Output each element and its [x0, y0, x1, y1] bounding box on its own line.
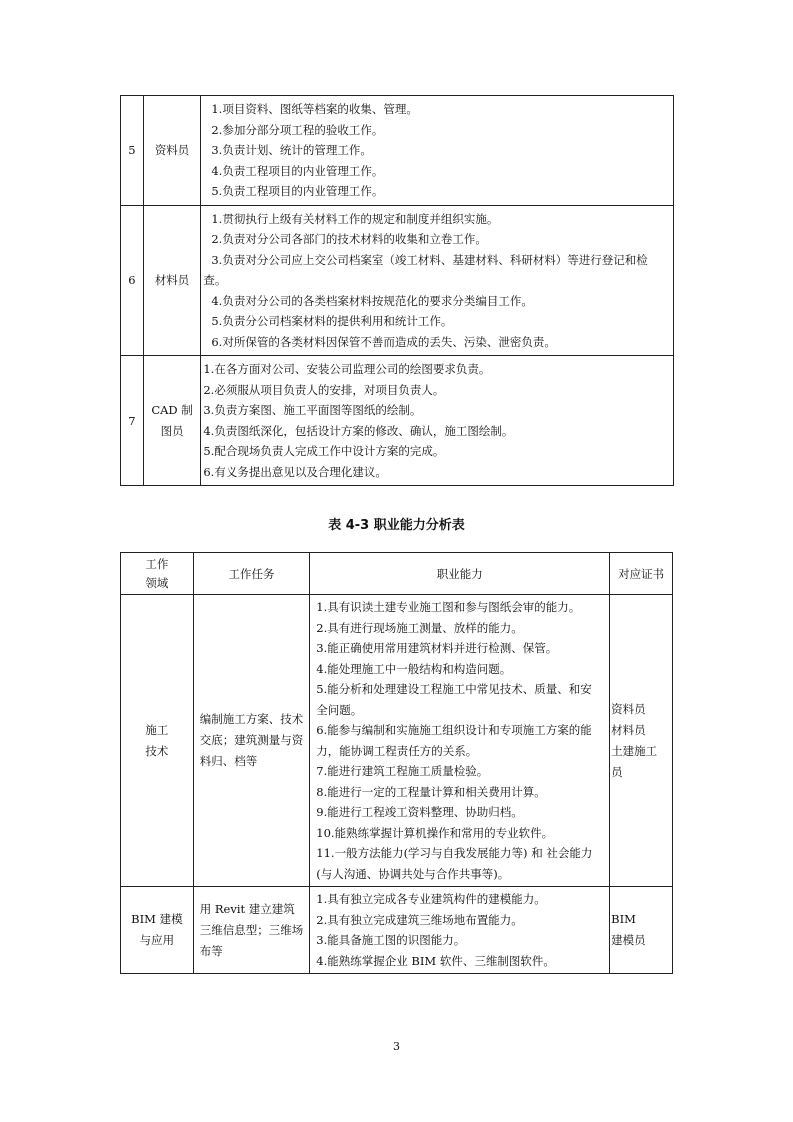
ability-table: [120, 552, 673, 974]
page-number: 3: [393, 1040, 400, 1053]
ability-item: 5.能分析和处理建设工程施工中常见技术、质量、和安: [316, 682, 592, 696]
work-area-line: 与应用: [139, 933, 175, 947]
duty-item: 4.负责图纸深化，包括设计方案的修改、确认，施工图绘制。: [203, 423, 514, 438]
duty-item: 5.负责工程项目的内业管理工作。: [211, 184, 384, 198]
work-task: [193, 595, 310, 887]
work-area-line: BIM 建模: [131, 912, 183, 926]
ability-item: 7.能进行建筑工程施工质量检验。: [316, 764, 489, 778]
duty-list: [201, 356, 674, 486]
work-area-line: 技术: [145, 743, 169, 758]
ability-item: 1.具有识读土建专业施工图和参与图纸会审的能力。: [316, 600, 581, 614]
certificate-line: BIM: [611, 912, 636, 926]
duty-item: 4.负责工程项目的内业管理工作。: [211, 163, 384, 178]
role-name-line: 图员: [160, 423, 184, 438]
certificate: [610, 595, 673, 887]
table-row: [121, 887, 673, 974]
ability-item: 全问题。: [316, 702, 363, 717]
duty-item: 1.在各方面对公司、安装公司监理公司的绘图要求负责。: [203, 362, 491, 376]
task-line: 料归、档等: [199, 754, 258, 768]
header-ability: 职业能力: [310, 553, 610, 595]
ability-item: 1.具有独立完成各专业建筑构件的建模能力。: [316, 892, 546, 906]
certificate-line: 员: [611, 764, 623, 779]
table-caption: 表 4-3 职业能力分析表: [328, 518, 465, 533]
duty-item: 2.负责对分公司各部门的技术材料的收集和立卷工作。: [211, 232, 487, 246]
duty-item: 2.必须服从项目负责人的安排，对项目负责人。: [203, 382, 445, 397]
work-area-line: 施工: [145, 722, 169, 737]
row-number: 5: [121, 96, 144, 206]
duty-item: 5.负责分公司档案材料的提供利用和统计工作。: [211, 314, 453, 328]
task-line: 用 Revit 建立建筑: [199, 901, 295, 916]
header-line: 领域: [145, 575, 169, 590]
row-number: 6: [121, 205, 144, 356]
ability-item: 2.具有进行现场施工测量、放样的能力。: [316, 620, 523, 635]
duty-item: 查。: [203, 273, 227, 287]
row-number: 7: [121, 356, 144, 486]
ability-item: 4.能处理施工中一般结构和构造问题。: [316, 661, 512, 676]
duty-item: 3.负责方案图、施工平面图等图纸的绘制。: [203, 403, 422, 417]
task-line: 交底；建筑测量与资: [199, 733, 304, 747]
work-area: [121, 887, 194, 974]
ability-item: 11.一般方法能力(学习与自我发展能力等) 和 社会能力: [316, 846, 593, 860]
ability-item: 8.能进行一定的工程量计算和相关费用计算。: [316, 784, 546, 799]
ability-item: 10.能熟练掌握计算机操作和常用的专业软件。: [316, 825, 554, 840]
certificate-line: 材料员: [611, 722, 646, 737]
header-certificate: 对应证书: [610, 553, 673, 595]
ability-item: 3.能正确使用常用建筑材料并进行检测、保管。: [316, 641, 558, 655]
ability-item: 4.能熟练掌握企业 BIM 软件、三维制图软件。: [316, 953, 555, 968]
role-name: [143, 356, 201, 486]
certificate-line: 土建施工: [611, 743, 658, 758]
certificate: [610, 887, 673, 974]
table-header-row: [121, 553, 673, 595]
table-row: [121, 595, 673, 887]
duty-item: 5.配合现场负责人完成工作中设计方案的完成。: [203, 444, 445, 458]
task-line: 编制施工方案、技术: [199, 712, 304, 726]
header-line: 工作: [145, 556, 169, 571]
ability-item: 9.能进行工程竣工资料整理、协助归档。: [316, 805, 523, 819]
duty-item: 1.贯彻执行上级有关材料工作的规定和制度并组织实施。: [211, 211, 499, 226]
task-line: 三维信息型；三维场: [199, 922, 304, 937]
duty-table: [120, 95, 674, 486]
ability-item: (与人沟通、协调共处与合作共事等)。: [316, 866, 510, 881]
certificate-line: 资料员: [611, 701, 646, 716]
duty-item: 3.负责对分公司应上交公司档案室（竣工材料、基建材料、科研材料）等进行登记和检: [211, 252, 648, 267]
ability-list: [310, 887, 610, 974]
table-row: [121, 205, 674, 356]
ability-list: [310, 595, 610, 887]
task-line: 布等: [199, 943, 223, 958]
header-work-task: 工作任务: [193, 553, 310, 595]
duty-item: 1.项目资料、图纸等档案的收集、管理。: [211, 102, 418, 116]
ability-item: 3.能具备施工图的识图能力。: [316, 933, 466, 947]
role-name: 材料员: [143, 205, 201, 356]
duty-item: 6.对所保管的各类材料因保管不善而造成的丢失、污染、泄密负责。: [211, 334, 556, 349]
duty-item: 3.负责计划、统计的管理工作。: [211, 143, 372, 157]
duty-item: 6.有义务提出意见以及合理化建议。: [203, 464, 387, 479]
table-row: [121, 356, 674, 486]
header-work-area: [121, 553, 194, 595]
ability-item: 力，能协调工程责任方的关系。: [316, 743, 478, 758]
duty-list: [201, 96, 674, 206]
table-row: [121, 96, 674, 206]
role-name: 资料员: [143, 96, 201, 206]
certificate-line: 建模员: [611, 933, 646, 947]
duty-item: 2.参加分部分项工程的验收工作。: [211, 122, 384, 137]
duty-item: 4.负责对分公司的各类档案材料按规范化的要求分类编目工作。: [211, 293, 533, 308]
ability-item: 2.具有独立完成建筑三维场地布置能力。: [316, 912, 523, 927]
work-area: [121, 595, 194, 887]
role-name-line: CAD 制: [151, 402, 193, 417]
work-task: [193, 887, 310, 974]
duty-list: [201, 205, 674, 356]
ability-item: 6.能参与编制和实施施工组织设计和专项施工方案的能: [316, 723, 592, 737]
